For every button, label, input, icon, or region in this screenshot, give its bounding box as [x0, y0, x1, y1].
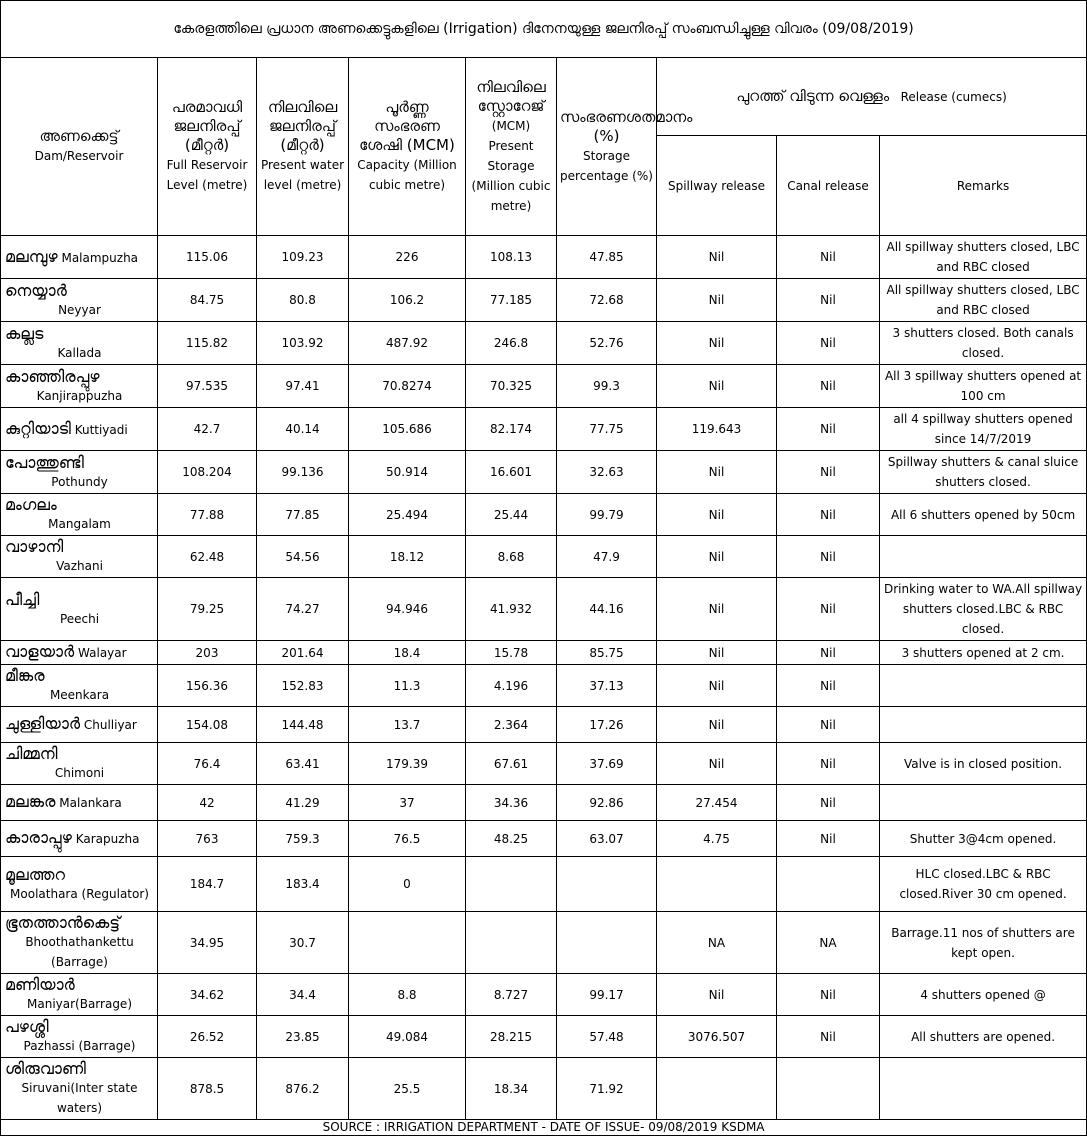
full-reservoir-level-cell: 115.06 [158, 236, 257, 279]
dam-name-ml: ശിരുവാണി [5, 1059, 86, 1078]
dam-name-ml: കാരാപ്പുഴ [5, 828, 72, 847]
present-storage-cell: 77.185 [466, 279, 557, 322]
full-reservoir-level-cell: 154.08 [158, 707, 257, 743]
storage-percentage-cell: 99.17 [557, 974, 657, 1016]
remarks-cell: Valve is in closed position. [880, 743, 1087, 785]
present-storage-cell: 15.78 [466, 641, 557, 665]
present-water-level-cell: 144.48 [257, 707, 349, 743]
storage-percentage-cell: 44.16 [557, 578, 657, 641]
capacity-cell: 49.084 [349, 1016, 466, 1058]
dam-name-cell [1, 236, 158, 279]
remarks-cell: Shutter 3@4cm opened. [880, 821, 1087, 857]
full-reservoir-level-cell: 84.75 [158, 279, 257, 322]
storage-percentage-cell: 99.3 [557, 365, 657, 408]
dam-name-cell [1, 912, 158, 974]
canal-release-cell: Nil [777, 322, 880, 365]
canal-release-cell: Nil [777, 665, 880, 707]
storage-percentage-cell: 17.26 [557, 707, 657, 743]
remarks-cell: Spillway shutters & canal sluice shutters closed. [880, 451, 1087, 494]
spillway-release-cell: 4.75 [657, 821, 777, 857]
dam-name-cell [1, 857, 158, 912]
spillway-release-cell: Nil [657, 665, 777, 707]
canal-release-cell: Nil [777, 821, 880, 857]
dam-name-cell [1, 365, 158, 408]
dam-name-cell [1, 1058, 158, 1120]
remarks-cell: all 4 spillway shutters opened since 14/7/2019 [880, 408, 1087, 451]
header-capacity-en: Capacity (Million cubic metre) [357, 158, 457, 192]
table-row [1, 785, 1087, 821]
full-reservoir-level-cell: 97.535 [158, 365, 257, 408]
spillway-release-cell: Nil [657, 743, 777, 785]
dam-name-en: Peechi [59, 611, 100, 626]
header-dam-en: Dam/Reservoir [34, 149, 124, 163]
dam-name-cell [1, 322, 158, 365]
present-water-level-cell: 41.29 [257, 785, 349, 821]
header-pwl-ml: നിലവിലെ ജലനിരപ്പ് (മീറ്റർ) [267, 98, 338, 154]
table-row [1, 451, 1087, 494]
storage-percentage-cell: 71.92 [557, 1058, 657, 1120]
present-storage-cell: 108.13 [466, 236, 557, 279]
header-pwl [257, 58, 349, 236]
dam-name-en: Bhoothathankettu (Barrage) [25, 935, 134, 969]
spillway-release-cell: Nil [657, 494, 777, 536]
dam-name-en: Pothundy [51, 474, 108, 489]
canal-release-cell: Nil [777, 536, 880, 578]
full-reservoir-level-cell: 77.88 [158, 494, 257, 536]
present-storage-cell: 18.34 [466, 1058, 557, 1120]
present-water-level-cell: 54.56 [257, 536, 349, 578]
capacity-cell: 487.92 [349, 322, 466, 365]
dam-name-ml: കല്ലട [5, 323, 44, 343]
present-water-level-cell: 63.41 [257, 743, 349, 785]
full-reservoir-level-cell: 203 [158, 641, 257, 665]
present-water-level-cell: 80.8 [257, 279, 349, 322]
present-storage-cell: 8.68 [466, 536, 557, 578]
present-water-level-cell: 30.7 [257, 912, 349, 974]
storage-percentage-cell: 57.48 [557, 1016, 657, 1058]
dam-name-ml: വാളയാർ [5, 642, 75, 661]
spillway-release-cell: Nil [657, 578, 777, 641]
full-reservoir-level-cell: 42 [158, 785, 257, 821]
header-frl-ml: പരമാവധി ജലനിരപ്പ് (മീറ്റർ) [171, 98, 243, 154]
present-storage-cell: 34.36 [466, 785, 557, 821]
table-row [1, 821, 1087, 857]
table-row [1, 536, 1087, 578]
remarks-cell: HLC closed.LBC & RBC closed.River 30 cm opened. [880, 857, 1087, 912]
present-water-level-cell: 152.83 [257, 665, 349, 707]
present-storage-cell [466, 912, 557, 974]
dam-name-en: Malampuzha [61, 250, 139, 265]
storage-percentage-cell: 77.75 [557, 408, 657, 451]
canal-release-cell: Nil [777, 707, 880, 743]
capacity-cell: 13.7 [349, 707, 466, 743]
full-reservoir-level-cell: 184.7 [158, 857, 257, 912]
capacity-cell: 179.39 [349, 743, 466, 785]
capacity-cell: 18.4 [349, 641, 466, 665]
spillway-release-cell: Nil [657, 365, 777, 408]
table-row [1, 1016, 1087, 1058]
present-water-level-cell: 876.2 [257, 1058, 349, 1120]
dam-name-en: Kanjirappuzha [36, 388, 123, 403]
canal-release-cell: Nil [777, 743, 880, 785]
capacity-cell: 37 [349, 785, 466, 821]
dam-name-ml: ഭൂതത്താൻകെട്ട് [5, 913, 121, 932]
storage-percentage-cell: 85.75 [557, 641, 657, 665]
canal-release-cell [777, 1058, 880, 1120]
table-row [1, 494, 1087, 536]
table-row [1, 912, 1087, 974]
remarks-cell: Drinking water to WA.All spillway shutters closed.LBC & RBC closed. [880, 578, 1087, 641]
present-water-level-cell: 109.23 [257, 236, 349, 279]
capacity-cell: 94.946 [349, 578, 466, 641]
table-row [1, 365, 1087, 408]
canal-release-cell: Nil [777, 641, 880, 665]
dam-name-ml: വാഴാനി [5, 537, 64, 556]
dam-name-ml: മണിയാർ [5, 975, 75, 994]
capacity-cell: 18.12 [349, 536, 466, 578]
header-storage-percentage-en: Storage percentage (%) [560, 148, 653, 183]
present-water-level-cell: 40.14 [257, 408, 349, 451]
present-storage-cell: 16.601 [466, 451, 557, 494]
dam-name-ml: മലമ്പുഴ [5, 246, 58, 266]
storage-percentage-cell: 92.86 [557, 785, 657, 821]
full-reservoir-level-cell: 115.82 [158, 322, 257, 365]
capacity-cell [349, 912, 466, 974]
storage-percentage-cell: 47.9 [557, 536, 657, 578]
storage-percentage-cell: 63.07 [557, 821, 657, 857]
remarks-cell [880, 785, 1087, 821]
spillway-release-cell: Nil [657, 322, 777, 365]
canal-release-cell: Nil [777, 578, 880, 641]
present-storage-cell: 41.932 [466, 578, 557, 641]
dam-name-ml: മലങ്കര [5, 792, 56, 811]
remarks-cell: All 6 shutters opened by 50cm [880, 494, 1087, 536]
table-row [1, 578, 1087, 641]
remarks-cell: 4 shutters opened @ [880, 974, 1087, 1016]
canal-release-cell: Nil [777, 785, 880, 821]
capacity-cell: 226 [349, 236, 466, 279]
full-reservoir-level-cell: 763 [158, 821, 257, 857]
header-capacity [349, 58, 466, 236]
present-water-level-cell: 34.4 [257, 974, 349, 1016]
canal-release-cell: Nil [777, 1016, 880, 1058]
table-row [1, 665, 1087, 707]
remarks-cell: Barrage.11 nos of shutters are kept open. [880, 912, 1087, 974]
storage-percentage-cell [557, 857, 657, 912]
dam-name-ml: മൂലത്തറ [5, 864, 66, 884]
dam-name-en: Chimoni [54, 766, 105, 780]
spillway-release-cell: Nil [657, 707, 777, 743]
header-dam-ml: അണക്കെട്ട് [39, 127, 119, 145]
table-row [1, 974, 1087, 1016]
canal-release-cell [777, 857, 880, 912]
storage-percentage-cell: 47.85 [557, 236, 657, 279]
dam-name-en: Mangalam [48, 517, 111, 531]
spillway-release-cell: Nil [657, 974, 777, 1016]
dam-name-en: Kallada [57, 345, 102, 360]
table-body [1, 236, 1087, 1120]
dam-name-ml: കുറ്റിയാടി [5, 418, 71, 438]
table-row [1, 857, 1087, 912]
remarks-cell: All 3 spillway shutters opened at 100 cm [880, 365, 1087, 408]
dam-name-cell [1, 451, 158, 494]
full-reservoir-level-cell: 79.25 [158, 578, 257, 641]
storage-percentage-cell: 32.63 [557, 451, 657, 494]
present-water-level-cell: 99.136 [257, 451, 349, 494]
dam-name-ml: മീങ്കര [5, 666, 45, 685]
dam-name-cell [1, 641, 158, 665]
table-row [1, 408, 1087, 451]
dam-name-en: Pazhassi (Barrage) [23, 1039, 136, 1053]
dam-name-ml: പീച്ചി [5, 589, 40, 609]
capacity-cell: 76.5 [349, 821, 466, 857]
present-water-level-cell: 23.85 [257, 1016, 349, 1058]
source-footer: SOURCE : IRRIGATION DEPARTMENT - DATE OF ISSUE- 09/08/2019 KSDMA [1, 1120, 1087, 1136]
header-canal: Canal release [777, 136, 880, 236]
spillway-release-cell: Nil [657, 451, 777, 494]
header-present-storage-ml: നിലവിലെ സ്റ്റോറേജ് [476, 77, 546, 115]
canal-release-cell: Nil [777, 494, 880, 536]
spillway-release-cell: Nil [657, 536, 777, 578]
remarks-cell [880, 1058, 1087, 1120]
dam-name-cell [1, 821, 158, 857]
present-storage-cell: 8.727 [466, 974, 557, 1016]
capacity-cell: 25.5 [349, 1058, 466, 1120]
header-spillway: Spillway release [657, 136, 777, 236]
present-storage-cell: 67.61 [466, 743, 557, 785]
dam-name-cell [1, 1016, 158, 1058]
canal-release-cell: Nil [777, 974, 880, 1016]
dam-name-en: Moolathara (Regulator) [10, 886, 149, 901]
dam-name-cell [1, 279, 158, 322]
table-row [1, 279, 1087, 322]
dam-name-cell [1, 974, 158, 1016]
dam-name-ml: ചുള്ളിയാർ [5, 714, 81, 733]
full-reservoir-level-cell: 76.4 [158, 743, 257, 785]
capacity-cell: 0 [349, 857, 466, 912]
dam-name-cell [1, 494, 158, 536]
dam-name-en: Maniyar(Barrage) [27, 997, 132, 1011]
storage-percentage-cell: 72.68 [557, 279, 657, 322]
header-frl [158, 58, 257, 236]
spillway-release-cell: 3076.507 [657, 1016, 777, 1058]
dam-name-en: Malankara [59, 796, 122, 810]
table-row [1, 707, 1087, 743]
dam-name-ml: ചിമ്മനി [5, 744, 58, 763]
dam-name-ml: കാഞ്ഞിരപ്പുഴ [5, 366, 100, 386]
present-storage-cell: 25.44 [466, 494, 557, 536]
present-storage-cell: 70.325 [466, 365, 557, 408]
spillway-release-cell: Nil [657, 236, 777, 279]
canal-release-cell: NA [777, 912, 880, 974]
dam-name-cell [1, 707, 158, 743]
dam-name-cell [1, 665, 158, 707]
storage-percentage-cell: 99.79 [557, 494, 657, 536]
header-release-ml: പുറത്ത് വിടുന്ന വെള്ളം [736, 87, 890, 105]
capacity-cell: 8.8 [349, 974, 466, 1016]
spillway-release-cell: Nil [657, 641, 777, 665]
table-row [1, 322, 1087, 365]
storage-percentage-cell: 52.76 [557, 322, 657, 365]
dam-name-ml: മംഗലം [5, 495, 57, 514]
remarks-cell: All spillway shutters closed, LBC and RBC closed [880, 279, 1087, 322]
present-storage-cell: 246.8 [466, 322, 557, 365]
capacity-cell: 70.8274 [349, 365, 466, 408]
present-water-level-cell: 103.92 [257, 322, 349, 365]
dam-name-en: Walayar [78, 646, 127, 660]
full-reservoir-level-cell: 108.204 [158, 451, 257, 494]
canal-release-cell: Nil [777, 236, 880, 279]
capacity-cell: 105.686 [349, 408, 466, 451]
remarks-cell: All spillway shutters closed, LBC and RBC closed [880, 236, 1087, 279]
present-water-level-cell: 183.4 [257, 857, 349, 912]
table-row [1, 743, 1087, 785]
remarks-cell [880, 665, 1087, 707]
dam-name-en: Neyyar [58, 302, 101, 317]
capacity-cell: 11.3 [349, 665, 466, 707]
full-reservoir-level-cell: 156.36 [158, 665, 257, 707]
full-reservoir-level-cell: 42.7 [158, 408, 257, 451]
present-water-level-cell: 74.27 [257, 578, 349, 641]
present-storage-cell: 28.215 [466, 1016, 557, 1058]
dam-name-en: Karapuzha [75, 832, 140, 846]
full-reservoir-level-cell: 26.52 [158, 1016, 257, 1058]
header-remarks: Remarks [880, 136, 1087, 236]
dam-name-ml: പഴശ്ശി [5, 1017, 49, 1036]
capacity-cell: 25.494 [349, 494, 466, 536]
spillway-release-cell [657, 857, 777, 912]
dam-name-cell [1, 536, 158, 578]
dam-name-en: Chulliyar [83, 718, 137, 732]
capacity-cell: 106.2 [349, 279, 466, 322]
canal-release-cell: Nil [777, 365, 880, 408]
header-capacity-ml: പൂർണ്ണ സംഭരണ ശേഷി (MCM) [359, 98, 455, 154]
present-water-level-cell: 201.64 [257, 641, 349, 665]
header-frl-en: Full Reservoir Level (metre) [166, 158, 248, 192]
dam-name-en: Meenkara [49, 688, 110, 702]
dam-name-en: Vazhani [56, 559, 103, 573]
spillway-release-cell: 119.643 [657, 408, 777, 451]
dam-name-ml: നെയ്യാർ [5, 280, 67, 300]
present-storage-cell: 82.174 [466, 408, 557, 451]
header-pwl-en: Present water level (metre) [260, 158, 345, 192]
dam-name-ml: പോത്തുണ്ടി [5, 452, 84, 472]
page-title: കേരളത്തിലെ പ്രധാന അണക്കെട്ടുകളിലെ (Irrigation) ദിനേനയുള്ള ജലനിരപ്പ് സംബന്ധിച്ചുള്ള വിവരം (09/08/2019) [1, 1, 1087, 58]
storage-percentage-cell [557, 912, 657, 974]
remarks-cell: All shutters are opened. [880, 1016, 1087, 1058]
present-water-level-cell: 77.85 [257, 494, 349, 536]
remarks-cell: 3 shutters closed. Both canals closed. [880, 322, 1087, 365]
remarks-cell: 3 shutters opened at 2 cm. [880, 641, 1087, 665]
present-storage-cell: 4.196 [466, 665, 557, 707]
dam-name-en: Kuttiyadi [74, 422, 128, 437]
present-storage-cell [466, 857, 557, 912]
spillway-release-cell [657, 1058, 777, 1120]
spillway-release-cell: Nil [657, 279, 777, 322]
header-release-en: Release (cumecs) [900, 90, 1007, 104]
table-row [1, 1058, 1087, 1120]
dam-name-cell [1, 408, 158, 451]
canal-release-cell: Nil [777, 451, 880, 494]
present-water-level-cell: 97.41 [257, 365, 349, 408]
header-storage-percentage [557, 58, 693, 236]
remarks-cell [880, 536, 1087, 578]
full-reservoir-level-cell: 62.48 [158, 536, 257, 578]
remarks-cell [880, 707, 1087, 743]
header-dam [1, 58, 158, 236]
present-storage-cell: 2.364 [466, 707, 557, 743]
header-present-storage [466, 58, 557, 236]
capacity-cell: 50.914 [349, 451, 466, 494]
dam-name-cell [1, 743, 158, 785]
header-storage-percentage-ml: സംഭരണശതമാനം (%) [560, 107, 693, 145]
canal-release-cell: Nil [777, 279, 880, 322]
dam-name-cell [1, 785, 158, 821]
dam-name-cell [1, 578, 158, 641]
header-present-storage-en: (MCM) Present Storage (Million cubic metre) [471, 118, 551, 213]
full-reservoir-level-cell: 878.5 [158, 1058, 257, 1120]
storage-percentage-cell: 37.69 [557, 743, 657, 785]
header-release [657, 58, 1087, 136]
canal-release-cell: Nil [777, 408, 880, 451]
dam-name-en: Siruvani(Inter state waters) [21, 1081, 138, 1115]
full-reservoir-level-cell: 34.62 [158, 974, 257, 1016]
present-water-level-cell: 759.3 [257, 821, 349, 857]
table-row [1, 236, 1087, 279]
present-storage-cell: 48.25 [466, 821, 557, 857]
table-row [1, 641, 1087, 665]
spillway-release-cell: 27.454 [657, 785, 777, 821]
storage-percentage-cell: 37.13 [557, 665, 657, 707]
full-reservoir-level-cell: 34.95 [158, 912, 257, 974]
spillway-release-cell: NA [657, 912, 777, 974]
